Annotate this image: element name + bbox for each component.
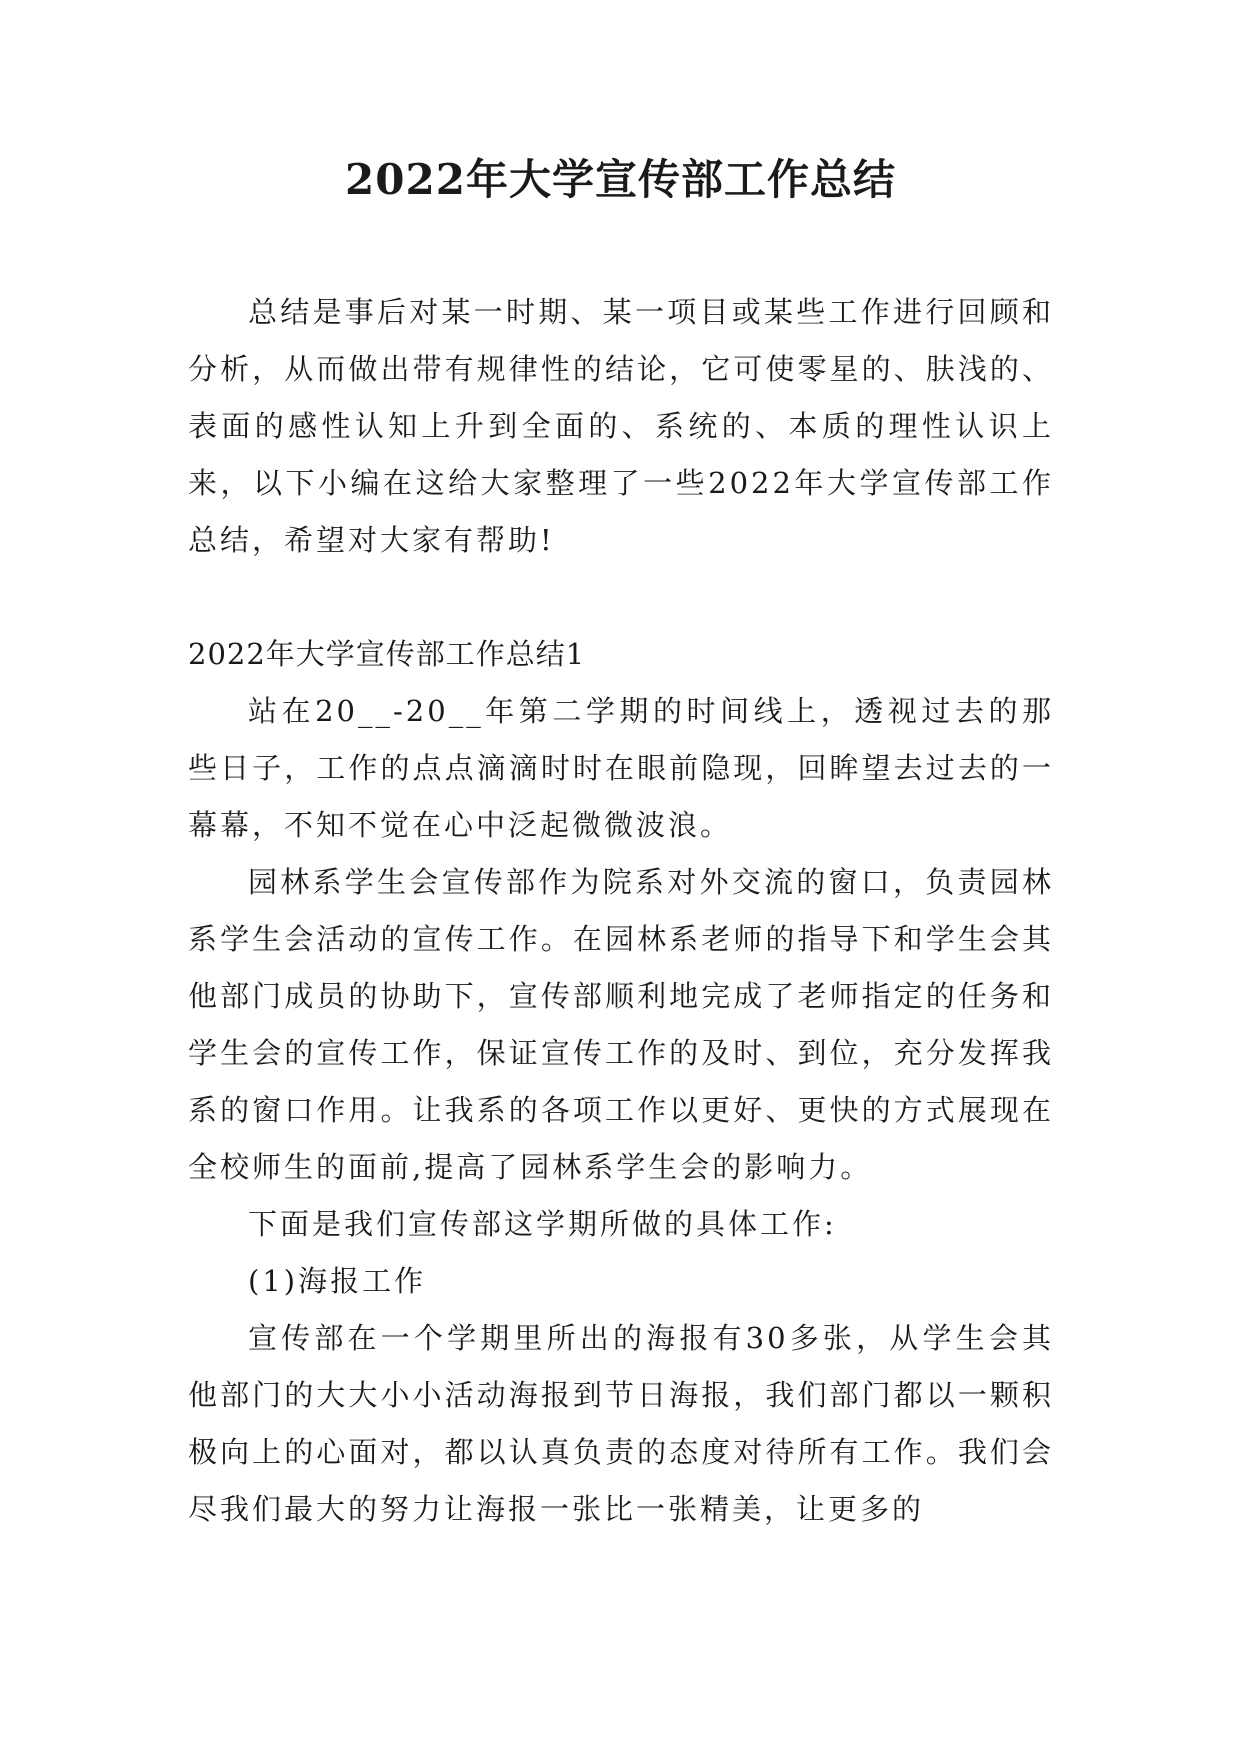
body-paragraph: 下面是我们宣传部这学期所做的具体工作: — [248, 1207, 837, 1241]
body-paragraph: 站在20__-20__年第二学期的时间线上，透视过去的那些日子，工作的点点滴滴时时在眼前隐现，回眸望去过去的一幕幕，不知不觉在心中泛起微微波浪。 — [188, 694, 1054, 842]
body-paragraph: 宣传部在一个学期里所出的海报有30多张，从学生会其他部门的大大小小活动海报到节日海报，我们部门都以一颗积极向上的心面对，都以认真负责的态度对待所有工作。我们会尽我们最大的努力让海报一张比一张精美，让更多的 — [188, 1321, 1054, 1526]
document-title: 2022年大学宣传部工作总结 — [345, 155, 896, 204]
subsection-heading: (1)海报工作 — [248, 1264, 427, 1298]
document-body — [188, 284, 1054, 1538]
intro-paragraph: 总结是事后对某一时期、某一项目或某些工作进行回顾和分析，从而做出带有规律性的结论，它可使零星的、肤浅的、表面的感性认知上升到全面的、系统的、本质的理性认识上来，以下小编在这给大家整理了一些2022年大学宣传部工作总结，希望对大家有帮助! — [188, 295, 1054, 557]
section-heading: 2022年大学宣传部工作总结1 — [188, 637, 586, 671]
body-paragraph: 园林系学生会宣传部作为院系对外交流的窗口，负责园林系学生会活动的宣传工作。在园林系老师的指导下和学生会其他部门成员的协助下，宣传部顺利地完成了老师指定的任务和学生会的宣传工作，保证宣传工作的及时、到位，充分发挥我系的窗口作用。让我系的各项工作以更好、更快的方式展现在全校师生的面前,提高了园林系学生会的影响力。 — [188, 865, 1054, 1184]
